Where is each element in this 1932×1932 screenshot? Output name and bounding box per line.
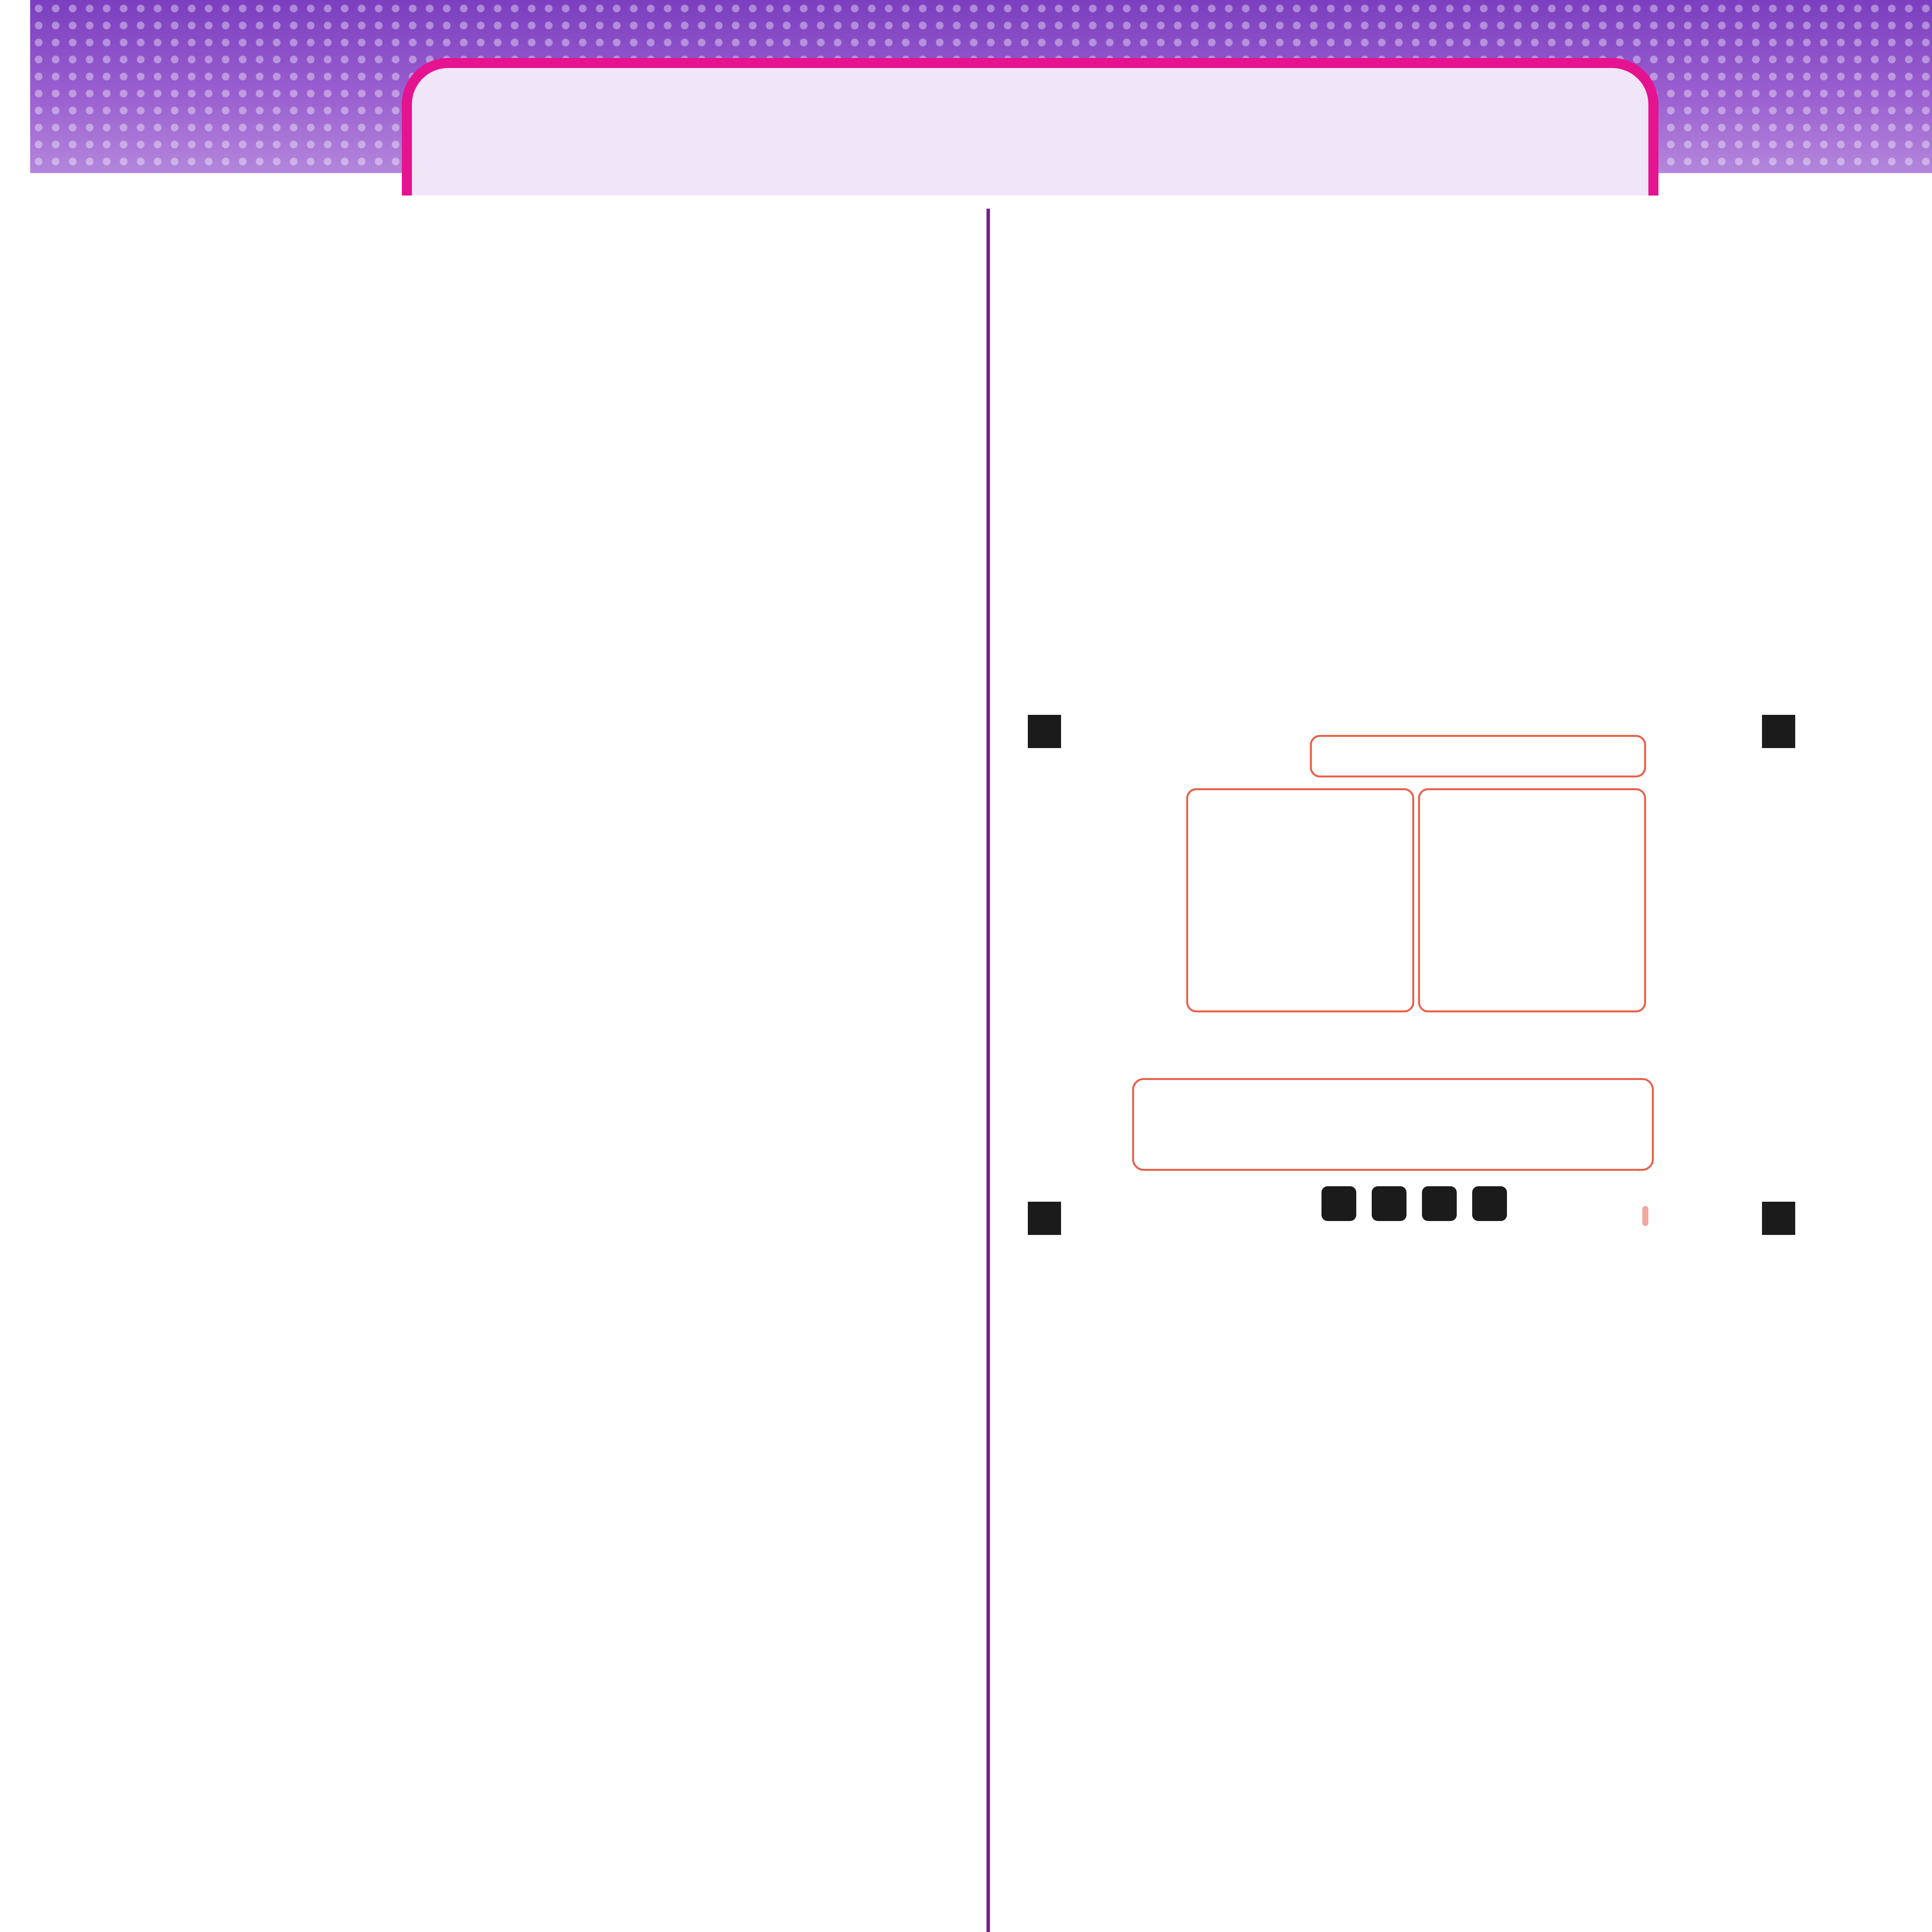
timing-mark: [1372, 1186, 1406, 1221]
q11-option-e[interactable]: [229, 560, 274, 593]
brand-modpro: [1642, 1206, 1648, 1226]
optic-number-box: [1132, 1078, 1654, 1171]
title-tab: [402, 58, 1658, 196]
registration-mark: [1762, 1202, 1795, 1235]
column-divider: [986, 209, 990, 1932]
q11-option-d[interactable]: [229, 509, 274, 542]
q11-option-b[interactable]: [229, 407, 274, 440]
answer-sheet: [1028, 707, 1824, 1240]
timing-mark: [1472, 1186, 1507, 1221]
registration-mark: [1028, 715, 1061, 748]
q11-option-c[interactable]: [229, 458, 274, 491]
name-field[interactable]: [1310, 735, 1646, 777]
answer-panel-right: [1418, 788, 1646, 1012]
timing-mark: [1422, 1186, 1457, 1221]
registration-mark: [1028, 1202, 1061, 1235]
registration-mark: [1762, 715, 1795, 748]
timing-mark: [1321, 1186, 1356, 1221]
q11-option-a[interactable]: [229, 355, 274, 388]
answer-panel-left: [1186, 788, 1414, 1012]
